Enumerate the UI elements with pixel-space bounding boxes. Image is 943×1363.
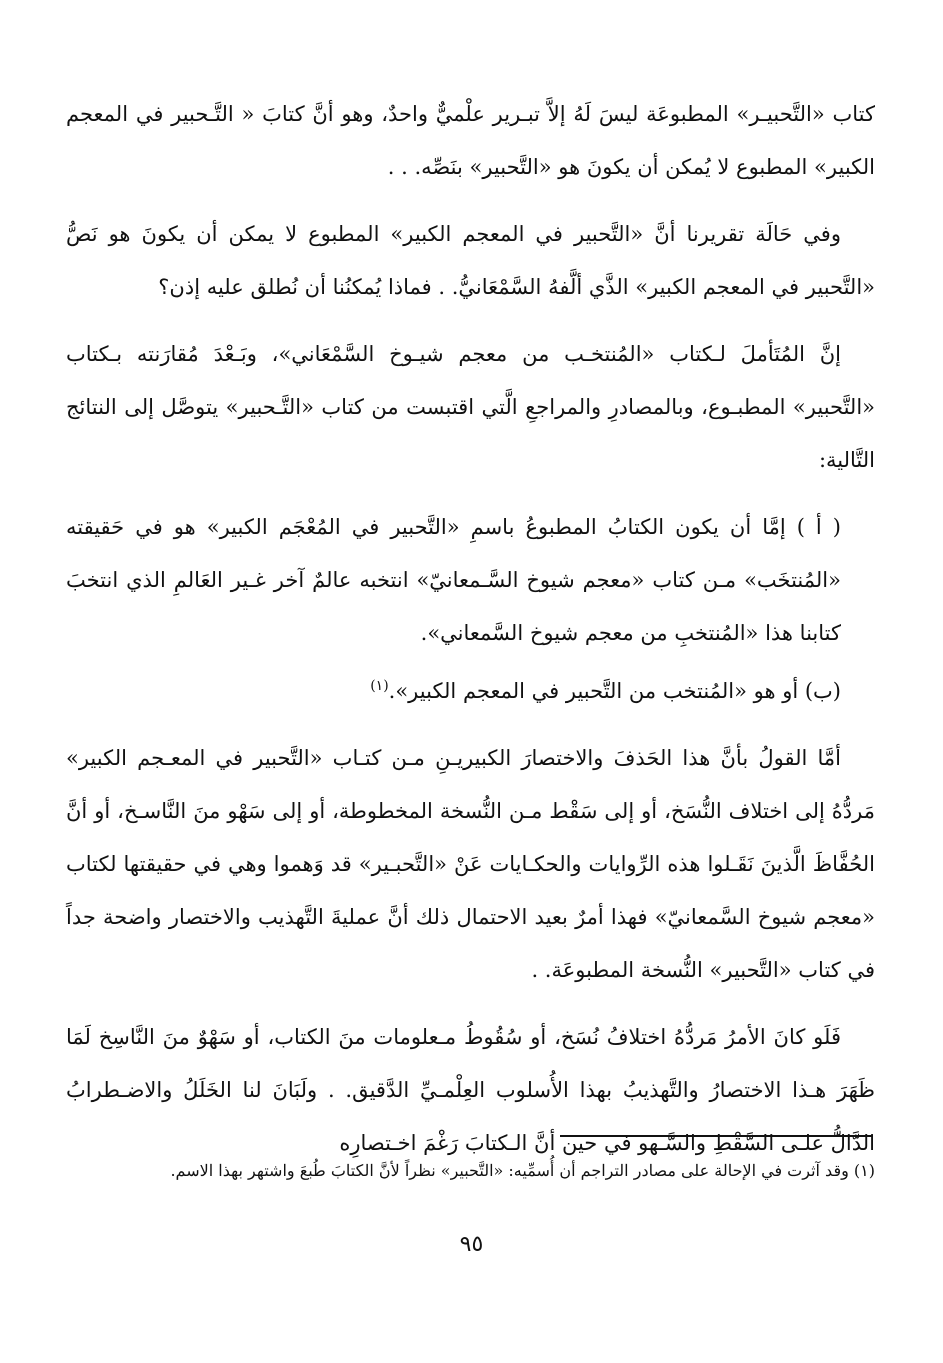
footnote-divider [560, 1135, 872, 1137]
page-number: ٩٥ [459, 1232, 484, 1257]
list-item-a: ( أ ) إمَّا أن يكون الكتابُ المطبوعُ باسمِ «التَّحبير في المُعْجَم الكبير» هو في حَقيقته «المُنتخَب» مـن كتاب «معجم شيوخ السَّـمعانيّ» انتخبه عالمٌ آخر غـير العَالمِ الذي انتخبَ كتابنا هذا «المُنتخبِ من معجم شيوخ السَّمعاني». [66, 515, 841, 645]
paragraph-3: إنَّ المُتَأملَ لـكتاب «المُنتخـب من معجم شيـوخ السَّمْعَاني»، وبَـعْدَ مُقارَنته بـكتاب «التَّحبير» المطبـوع، وبالمصادرِ والمراجعِ الَّتي اقتبست من كتاب «التَّـحبير» يتوصَّل إلى النتائج التَّالية: [66, 342, 875, 472]
paragraph-5: فَلَو كانَ الأمرُ مَردُّهُ اختلافُ نُسَخ، أو سُقُوطُ مـعلومات منَ الكتاب، أو سَهْوٌ منَ النَّاسِخ لَمَا ظَهَرَ هـذا الاختصارُ والتَّهذيبُ بهذا الأُسلوب العِلْمـيِّ الدَّقيق. . ولَبَانَ لنا الخَلَلُ والاضـطرابُ الدَّالُّ علـى السَّقْطِ والسَّـهو في حين أنَّ الـكتابَ رَغْمَ اخـتصارِه [66, 1025, 875, 1155]
paragraph-1: كتاب «التَّحبيـر» المطبوعَة ليسَ لَهُ إلاَّ تبـرير علْميٌّ واحدٌ، وهو أنَّ كتابَ « التَّـحبير في المعجم الكبير» المطبوع لا يُمكن أن يكونَ هو «التَّحبير» بنَصِّه. . . [66, 102, 875, 179]
footnote: (١) وقد آثرت في الإحالة على مصادر التراجم أن أُسمِّيه: «التَّحبير» نظراً لأنَّ الكتابَ طُبعَ واشتهر بهذا الاسم. [170, 1161, 875, 1180]
footnote-reference: (١) [370, 678, 389, 694]
paragraph-4: أمَّا القولُ بأنَّ هذا الحَذفَ والاختصارَ الكبيريـنِ مـن كتـاب «التَّحبير في المعـجم الكبير» مَردُّهُ إلى اختلاف النُّسَخ، أو إلى سَقْط مـن النُّسخة المخطوطة، أو إلى سَهْو منَ النَّاسـخ، أو أنَّ الحُفَّاظَ الَّذينَ نَقَـلوا هذه الرِّوايات والحكـايات عَنْ «التَّحبـير» قد وَهموا وهي في حقيقتها لكتاب «معجم شيوخ السَّمعانيّ» فهذا أمرٌ بعيد الاحتمال ذلك أنَّ عمليةَ التَّهذيب والاختصار واضحة جداً في كتاب «التَّحبير» النُّسخة المطبوعَة. . [66, 746, 875, 982]
list-item-b-text: (ب) أو هو «المُنتخب من التَّحبير في المعجم الكبير». [388, 679, 841, 703]
list-item-b [66, 660, 875, 718]
paragraph-2: وفي حَالَة تقريرنا أنَّ «التَّحبير في المعجم الكبير» المطبوع لا يمكن أن يكونَ هو نَصُّ «التَّحبير في المعجم الكبير» الذَّي ألَّفهُ السَّمْعَانيُّ. . فماذا يُمكنُنا أن نُطلق عليه إذن؟ [66, 222, 875, 299]
